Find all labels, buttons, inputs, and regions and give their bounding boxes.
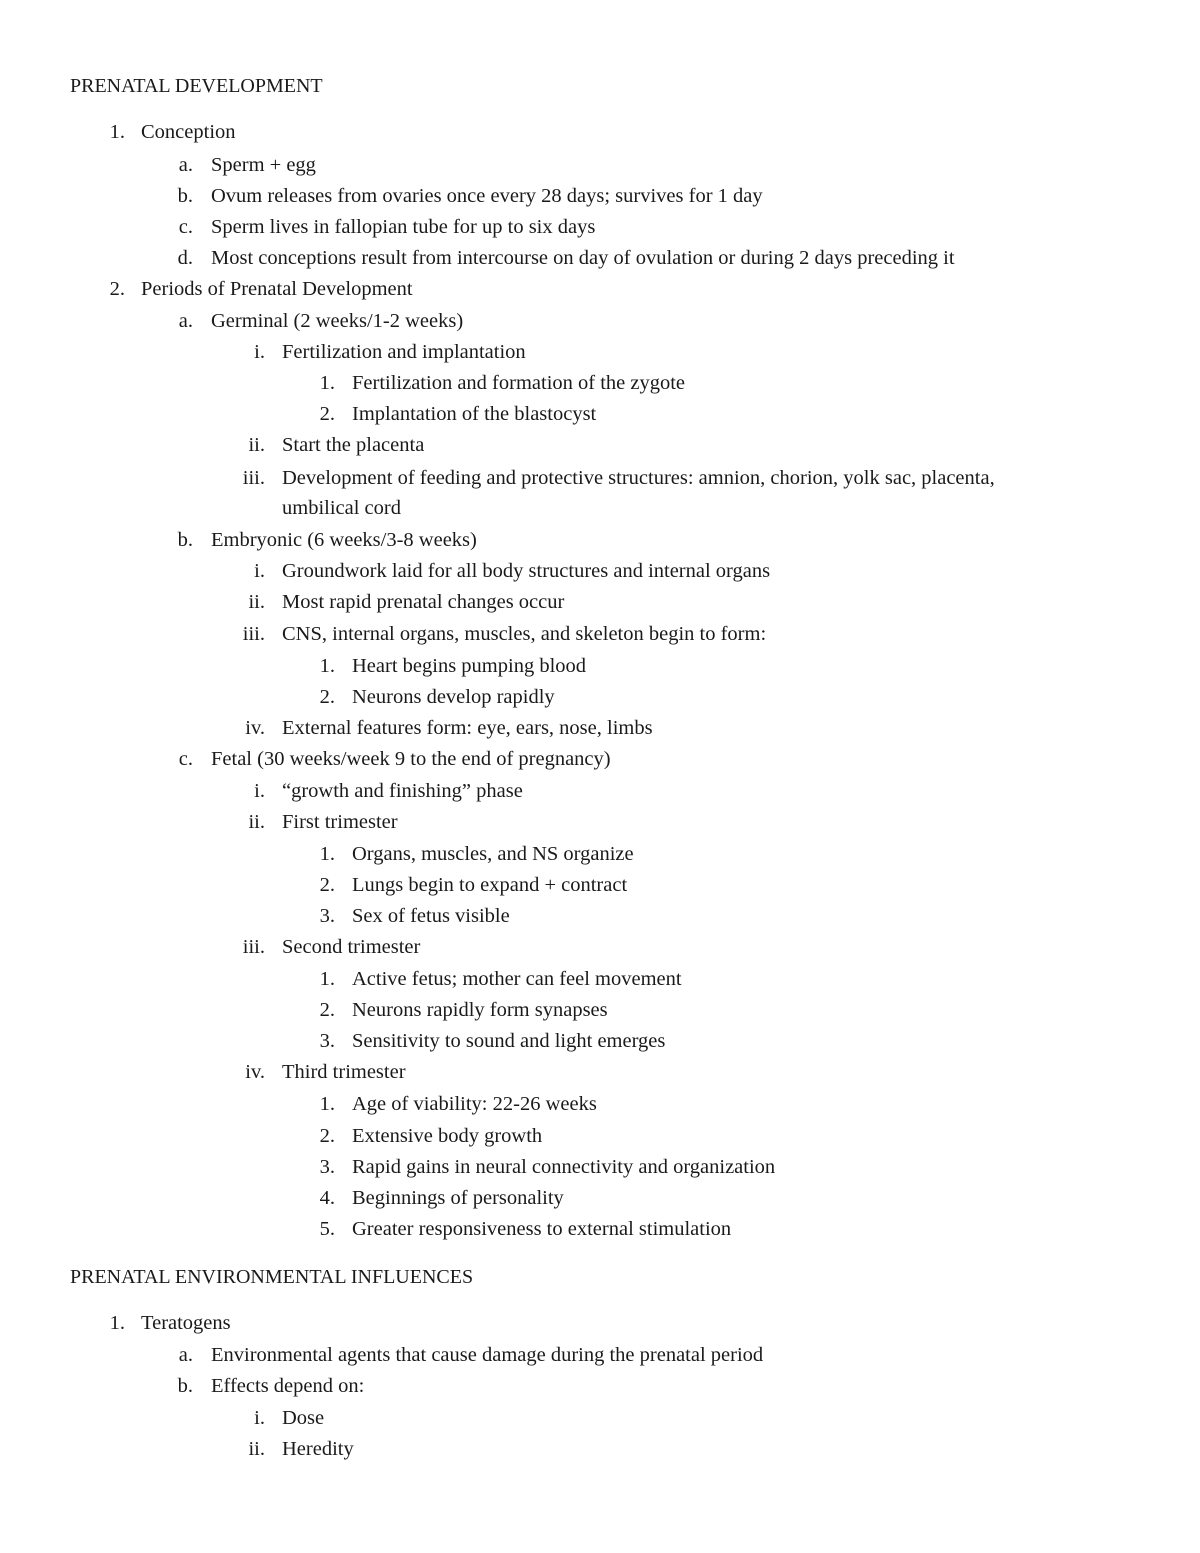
list-marker: iii. (242, 467, 265, 489)
list-item-text: Dose (282, 1407, 325, 1429)
list-marker: c. (178, 748, 193, 770)
list-item-text: Sex of fetus visible (352, 905, 510, 927)
list-item-text: Development of feeding and protective structures: amnion, chorion, yolk sac, placenta, (282, 467, 995, 489)
list-marker: d. (177, 247, 193, 269)
list-item-text: Rapid gains in neural connectivity and organization (352, 1156, 776, 1178)
list-marker: 2. (319, 1125, 335, 1147)
list-marker: 2. (319, 403, 335, 425)
list-item-text: Heart begins pumping blood (352, 655, 587, 677)
list-item-text: “growth and finishing” phase (282, 780, 523, 802)
list-item-text: Ovum releases from ovaries once every 28 days; survives for 1 day (211, 185, 763, 207)
list-item-text: Beginnings of personality (352, 1187, 564, 1209)
list-item-text: Sperm lives in fallopian tube for up to six days (211, 216, 596, 238)
list-marker: iv. (245, 717, 265, 739)
list-item-text: Most conceptions result from intercourse on day of ovulation or during 2 days preceding it (211, 247, 955, 269)
list-marker: 1. (319, 655, 335, 677)
list-marker: 4. (319, 1187, 335, 1209)
list-marker: 2. (109, 278, 125, 300)
list-marker: 3. (319, 905, 335, 927)
list-marker: i. (254, 780, 265, 802)
section-heading-prenatal-environmental-influences: PRENATAL ENVIRONMENTAL INFLUENCES (70, 1266, 474, 1288)
list-marker: i. (254, 341, 265, 363)
list-marker: ii. (248, 811, 265, 833)
list-marker: 1. (319, 968, 335, 990)
list-item-text: Fertilization and formation of the zygote (352, 372, 686, 394)
list-item-text: Active fetus; mother can feel movement (352, 968, 682, 990)
list-marker: 2. (319, 686, 335, 708)
list-item-text: Neurons develop rapidly (352, 686, 555, 708)
list-marker: 3. (319, 1030, 335, 1052)
list-marker: b. (177, 529, 193, 551)
list-item-text: Effects depend on: (211, 1375, 365, 1397)
list-marker: i. (254, 560, 265, 582)
list-item-text: Most rapid prenatal changes occur (282, 591, 565, 613)
list-item-text: Extensive body growth (352, 1125, 543, 1147)
list-item-text: Neurons rapidly form synapses (352, 999, 608, 1021)
list-marker: iii. (242, 936, 265, 958)
list-marker: a. (178, 1344, 193, 1366)
list-marker: ii. (248, 1438, 265, 1460)
list-marker: iii. (242, 623, 265, 645)
list-marker: 3. (319, 1156, 335, 1178)
list-item-text: Fetal (30 weeks/week 9 to the end of pregnancy) (211, 748, 611, 770)
list-item-text: Groundwork laid for all body structures and internal organs (282, 560, 771, 582)
list-marker: 2. (319, 874, 335, 896)
list-marker: ii. (248, 591, 265, 613)
list-item-text: Sperm + egg (211, 154, 316, 176)
list-item-text: Teratogens (141, 1312, 231, 1334)
list-item-text: Age of viability: 22-26 weeks (352, 1093, 597, 1115)
list-marker: 1. (319, 372, 335, 394)
list-marker: 5. (319, 1218, 335, 1240)
section-heading-prenatal-development: PRENATAL DEVELOPMENT (70, 75, 323, 97)
list-marker: c. (178, 216, 193, 238)
list-marker: 1. (319, 843, 335, 865)
list-item-text: External features form: eye, ears, nose, limbs (282, 717, 653, 739)
list-item-text: Germinal (2 weeks/1-2 weeks) (211, 310, 464, 332)
list-item-text: Third trimester (282, 1061, 406, 1083)
list-item-text: CNS, internal organs, muscles, and skeleton begin to form: (282, 623, 767, 645)
list-marker: b. (177, 1375, 193, 1397)
list-item-text: Conception (141, 121, 236, 143)
list-item-text: Start the placenta (282, 434, 425, 456)
list-item-text: Greater responsiveness to external stimulation (352, 1218, 732, 1240)
list-item-text: Heredity (282, 1438, 354, 1460)
list-item-text: Implantation of the blastocyst (352, 403, 597, 425)
list-marker: a. (178, 154, 193, 176)
list-marker: 2. (319, 999, 335, 1021)
list-item-text: Second trimester (282, 936, 421, 958)
list-item-text: Organs, muscles, and NS organize (352, 843, 634, 865)
list-marker: 1. (109, 1312, 125, 1334)
list-item-text: Environmental agents that cause damage during the prenatal period (211, 1344, 764, 1366)
list-marker: iv. (245, 1061, 265, 1083)
list-marker: a. (178, 310, 193, 332)
list-item-continuation: umbilical cord (282, 497, 401, 519)
list-item-text: Periods of Prenatal Development (141, 278, 413, 300)
list-marker: i. (254, 1407, 265, 1429)
list-item-text: Embryonic (6 weeks/3-8 weeks) (211, 529, 477, 551)
list-item-text: Lungs begin to expand + contract (352, 874, 628, 896)
list-item-text: Sensitivity to sound and light emerges (352, 1030, 666, 1052)
list-marker: b. (177, 185, 193, 207)
list-marker: ii. (248, 434, 265, 456)
list-item-text: First trimester (282, 811, 398, 833)
list-marker: 1. (109, 121, 125, 143)
list-marker: 1. (319, 1093, 335, 1115)
list-item-text: Fertilization and implantation (282, 341, 526, 363)
